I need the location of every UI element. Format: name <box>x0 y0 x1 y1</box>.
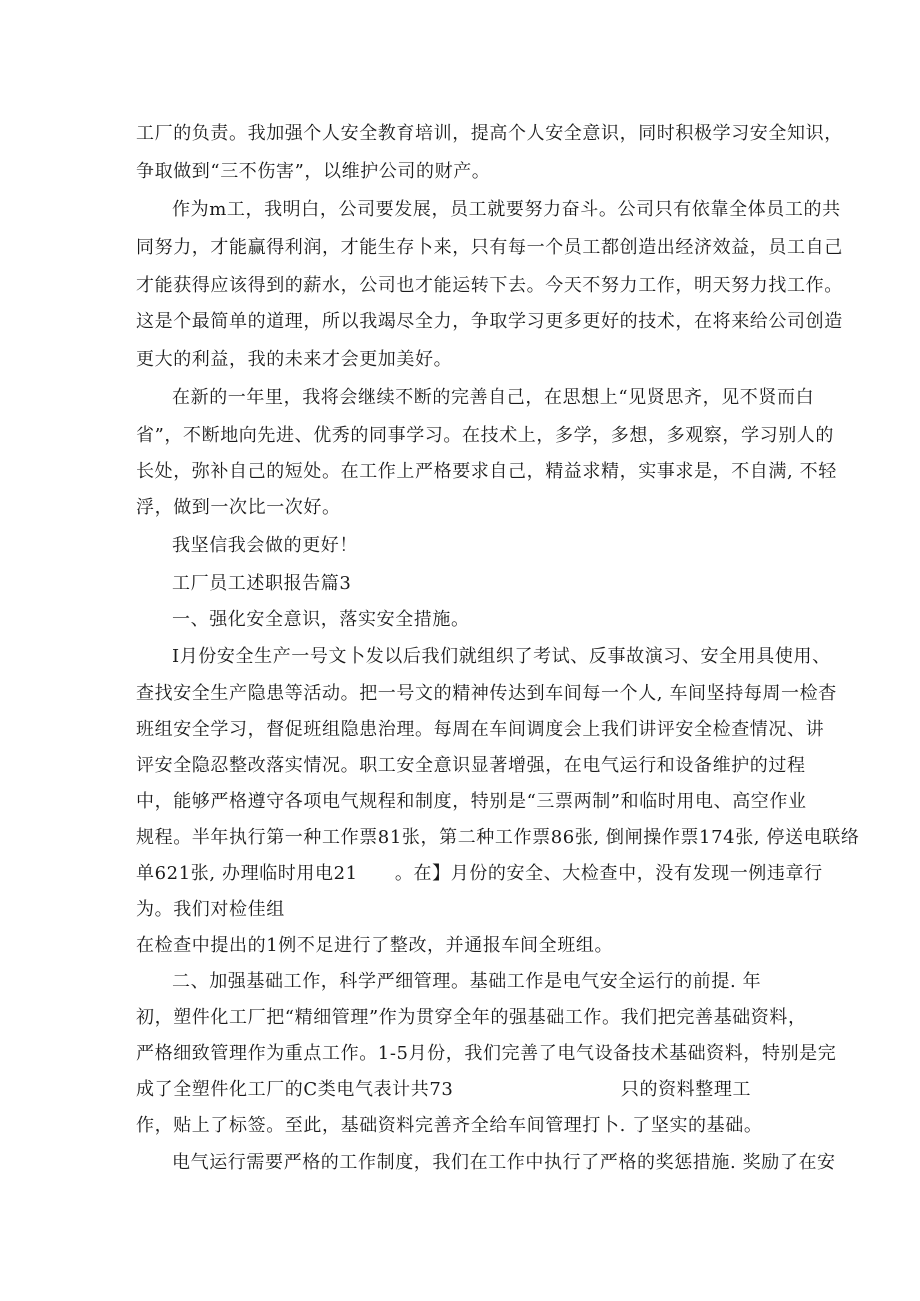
text-line: 在检查中提出的1例不足进行了整改，并通报车间全班组。 <box>136 935 614 956</box>
section-heading: 一、强化安全意识，落实安全措施。 <box>172 609 470 630</box>
text-line: 作，贴上了标签。至此，基础资料完善齐全给车间管理打卜. 了坚实的基础。 <box>136 1115 763 1136</box>
text-line: 工厂的负责。我加强个人安全教育培训，提高个人安全意识，同时积极学习安全知识， <box>136 123 843 144</box>
text-line: 成了全塑件化工厂的C类电气表计共73 只的资料整理工 <box>136 1079 752 1100</box>
text-line: 浮，做到一次比一次好。 <box>136 497 341 518</box>
text-line: 中，能够严格遵守各项电气规程和制度，特别是“三票两制”和临时用电、高空作业 <box>136 791 807 812</box>
text-line: 规程。半年执行第一种工作票81张，第二种工作票86张, 倒闸操作票174张, 停送电联络 <box>136 827 860 848</box>
text-line: 班组安全学习，督促班组隐患治理。每周在车间调度会上我们讲评安全检查情况、讲 <box>136 719 825 740</box>
text-line: I月份安全生产一号文卜发以后我们就组织了考试、反事故演习、安全用具使用、 <box>172 646 831 667</box>
text-line: 作为m工，我明白，公司要发展，员工就要努力奋斗。公司只有依靠全体员工的共 <box>172 199 841 220</box>
text-line: 省”，不断地向先进、优秀的同事学习。在技术上，多学，多想，多观察，学习别人的 <box>136 425 834 446</box>
text-line: 查找安全生产隐患等活动。把一号文的精神传达到车间每一个人, 车间坚持每周一检杳 <box>136 683 837 704</box>
text-line: 为。我们对检佳组 <box>136 899 285 920</box>
text-line: 这是个最简单的道理，所以我竭尽全力，争取学习更多更好的技术，在将来给公司创造 <box>136 311 843 332</box>
text-line: 争取做到“三不伤害”，以维护公司的财产。 <box>136 161 491 182</box>
text-line: 更大的利益，我的未来才会更加美好。 <box>136 349 453 370</box>
text-line: 同努力，才能赢得利润，才能生存卜来，只有每一个员工都创造出经济效益，员工自己 <box>136 237 843 258</box>
text-line: 才能获得应该得到的薪水，公司也才能运转下去。今天不努力工作，明天努力找工作。 <box>136 275 843 296</box>
text-line: 长处，弥补自己的短处。在工作上严格要求自己，精益求精，实事求是，不自满, 不轻 <box>136 461 837 482</box>
section-heading: 二、加强基础工作，科学严细管理。基础工作是电气安全运行的前提. 年 <box>172 971 762 992</box>
text-line: 电气运行需要严格的工作制度，我们在工作中执行了严格的奖惩措施. 奖励了在安 <box>172 1152 836 1173</box>
text-line: 严格细致管理作为重点工作。1-5月份，我们完善了电气设备技术基础资料，特别是完 <box>136 1043 837 1064</box>
text-line: 初，塑件化工厂把“精细管理”作为贯穿全年的强基础工作。我们把完善基础资料， <box>136 1007 807 1028</box>
section-heading: 工厂员工述职报告篇3 <box>172 573 352 594</box>
text-line: 评安全隐忍整改落实情况。职工安全意识显著增强，在电气运行和设备维护的过程 <box>136 755 806 776</box>
text-line: 我坚信我会做的更好！ <box>172 535 358 556</box>
text-line: 在新的一年里，我将会继续不断的完善自己，在思想上“见贤思齐，见不贤而白 <box>172 387 815 408</box>
text-line: 单621张, 办理临时用电21 。在】月份的安全、大检查中，没有发现一例违章行 <box>136 863 823 884</box>
